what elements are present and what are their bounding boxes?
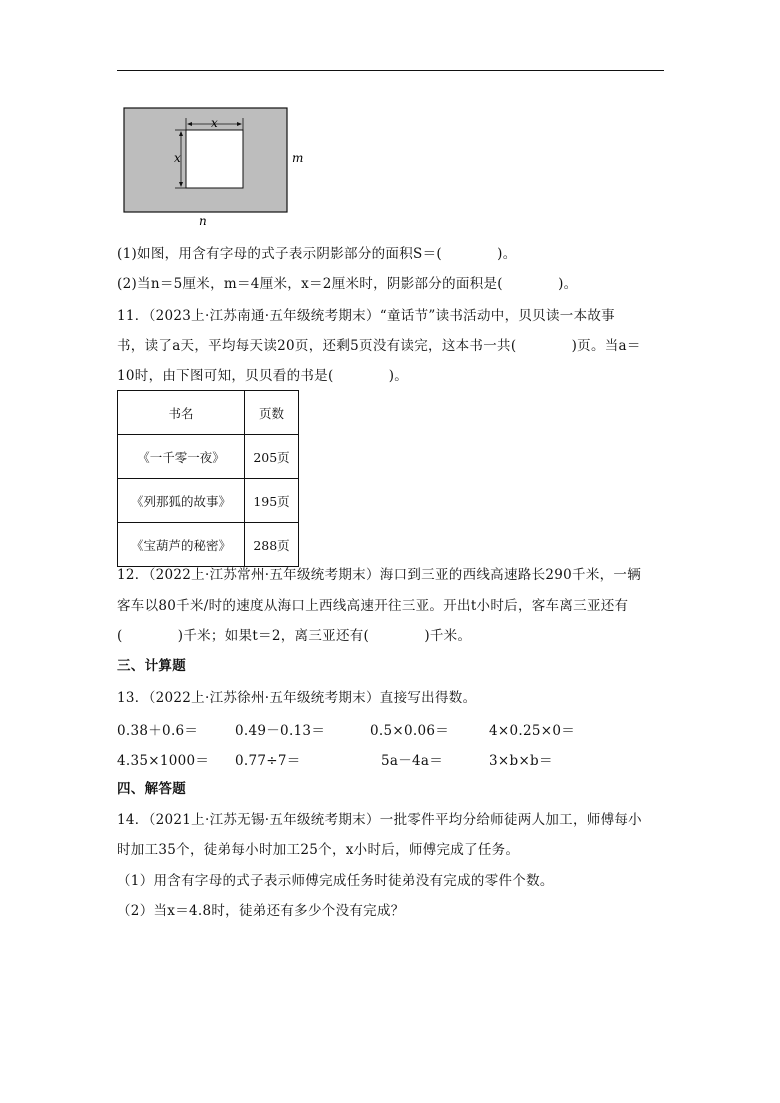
book-pages: 288页 xyxy=(245,523,299,567)
q11-line3: 10时，由下图可知，贝贝看的书是( )。 xyxy=(117,368,409,384)
table-row xyxy=(118,435,299,479)
header-rule xyxy=(117,70,664,71)
table-row xyxy=(118,479,299,523)
book-pages: 205页 xyxy=(245,435,299,479)
section3-title: 三、计算题 xyxy=(117,658,186,674)
header-pages: 页数 xyxy=(245,391,299,435)
calc-item: 5a－4a＝ xyxy=(381,753,444,769)
q14-part2: （2）当x＝4.8时，徒弟还有多少个没有完成？ xyxy=(117,903,405,919)
table-row xyxy=(118,523,299,567)
book-title: 《一千零一夜》 xyxy=(118,435,245,479)
label-n: n xyxy=(199,214,207,228)
q11-line2: 书，读了a天，平均每天读20页，还剩5页没有读完，这本书一共( )页。当a＝ xyxy=(117,338,641,354)
calc-item: 0.77÷7＝ xyxy=(235,753,301,769)
calc-item: 0.49－0.13＝ xyxy=(235,723,326,739)
q12-line1: 12．（2022上·江苏常州·五年级统考期末）海口到三亚的西线高速路长290千米，一辆 xyxy=(117,567,642,583)
label-m: m xyxy=(292,151,304,165)
calc-item: 3×b×b＝ xyxy=(489,753,553,769)
q11-line1: 11．（2023上·江苏南通·五年级统考期末）“童话节”读书活动中，贝贝读一本故事 xyxy=(117,308,615,324)
header-title: 书名 xyxy=(118,391,245,435)
book-title: 《列那狐的故事》 xyxy=(118,479,245,523)
q14-line2: 时加工35个，徒弟每小时加工25个，x小时后，师傅完成了任务。 xyxy=(117,842,520,858)
book-pages: 195页 xyxy=(245,479,299,523)
label-x-top: x xyxy=(211,116,218,130)
inner-square xyxy=(186,130,243,188)
q14-part1: （1）用含有字母的式子表示师傅完成任务时徒弟没有完成的零件个数。 xyxy=(117,873,554,889)
calc-item: 4.35×1000＝ xyxy=(117,753,210,769)
label-x-side: x xyxy=(174,151,181,165)
table-header-row xyxy=(118,391,299,435)
book-title: 《宝葫芦的秘密》 xyxy=(118,523,245,567)
section4-title: 四、解答题 xyxy=(117,781,186,797)
q10-part2: (2)当n＝5厘米，m＝4厘米，x＝2厘米时，阴影部分的面积是( )。 xyxy=(117,276,578,292)
calc-item: 4×0.25×0＝ xyxy=(489,723,576,739)
calc-item: 0.5×0.06＝ xyxy=(370,723,450,739)
q14-line1: 14．（2021上·江苏无锡·五年级统考期末）一批零件平均分给师徒两人加工，师傅每小 xyxy=(117,812,642,828)
books-table xyxy=(117,390,299,567)
q12-line3: ( )千米；如果t＝2，离三亚还有( )千米。 xyxy=(117,628,472,644)
q13-line1: 13．（2022上·江苏徐州·五年级统考期末）直接写出得数。 xyxy=(117,690,477,706)
q12-line2: 客车以80千米/时的速度从海口上西线高速开往三亚。开出t小时后，客车离三亚还有 xyxy=(117,598,629,614)
calc-item: 0.38＋0.6＝ xyxy=(117,723,199,739)
shaded-rectangle-figure xyxy=(117,104,317,229)
q10-part1: (1)如图，用含有字母的式子表示阴影部分的面积S＝( )。 xyxy=(117,246,517,262)
